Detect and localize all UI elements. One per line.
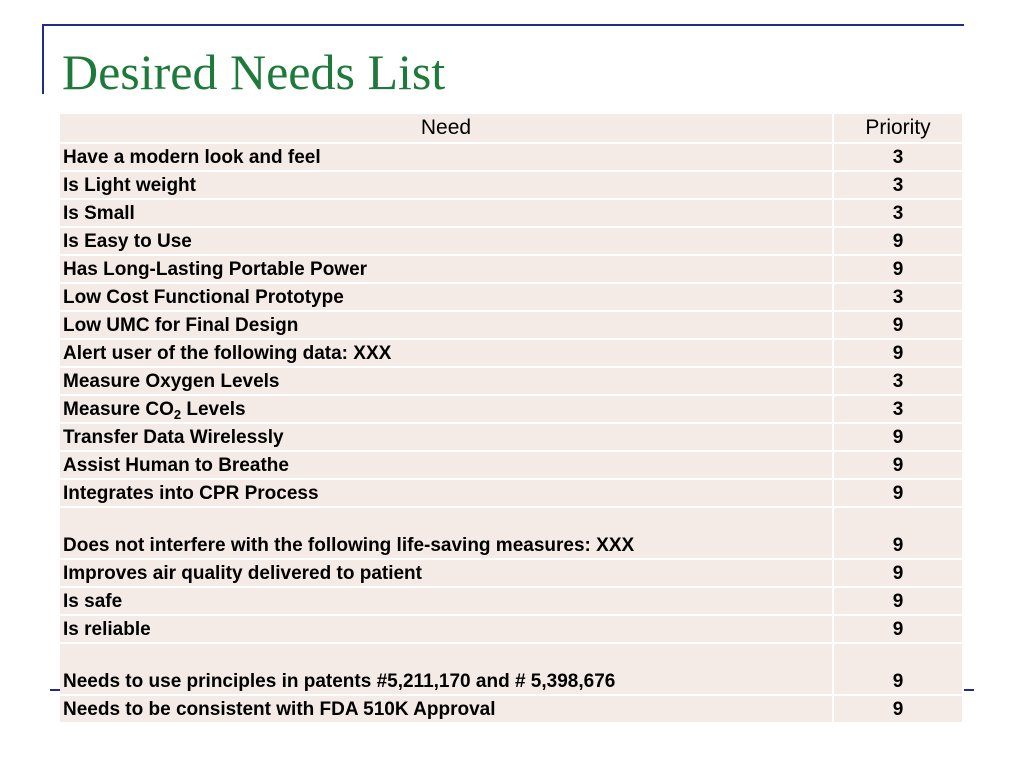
need-cell: Transfer Data Wirelessly	[60, 424, 832, 450]
table-row	[60, 396, 962, 422]
table-header-row	[60, 114, 962, 142]
priority-cell: 9	[834, 228, 962, 254]
need-cell: Is Light weight	[60, 172, 832, 198]
need-cell: Integrates into CPR Process	[60, 480, 832, 506]
need-cell: Low Cost Functional Prototype	[60, 284, 832, 310]
need-cell: Low UMC for Final Design	[60, 312, 832, 338]
need-text-prefix: Measure CO	[63, 399, 174, 420]
priority-cell: 9	[834, 312, 962, 338]
column-header-priority: Priority	[834, 114, 962, 142]
priority-cell: 3	[834, 368, 962, 394]
table-row	[60, 368, 962, 394]
table-row	[60, 424, 962, 450]
priority-cell: 3	[834, 172, 962, 198]
priority-cell: 9	[834, 256, 962, 282]
table-row	[60, 340, 962, 366]
priority-cell: 3	[834, 284, 962, 310]
table-row	[60, 172, 962, 198]
table-row	[60, 256, 962, 282]
need-text-suffix: Levels	[181, 399, 246, 420]
need-cell: Has Long-Lasting Portable Power	[60, 256, 832, 282]
table-row	[60, 228, 962, 254]
priority-cell: 9	[834, 616, 962, 642]
table-row	[60, 144, 962, 170]
priority-cell: 9	[834, 424, 962, 450]
need-cell: Needs to use principles in patents #5,211,170 and # 5,398,676	[60, 644, 832, 694]
priority-cell: 9	[834, 696, 962, 722]
table-row	[60, 644, 962, 694]
slide-frame-left-rule	[42, 24, 44, 94]
table-row	[60, 200, 962, 226]
table-row	[60, 508, 962, 558]
table-row	[60, 560, 962, 586]
need-cell: Is Small	[60, 200, 832, 226]
priority-cell: 3	[834, 396, 962, 422]
slide-frame-mark-right	[964, 689, 974, 691]
slide-frame-top-rule	[42, 24, 964, 26]
priority-cell: 3	[834, 200, 962, 226]
need-cell: Does not interfere with the following life-saving measures: XXX	[60, 508, 832, 558]
table-row	[60, 616, 962, 642]
needs-table	[58, 112, 964, 724]
priority-cell: 9	[834, 588, 962, 614]
column-header-need: Need	[60, 114, 832, 142]
need-cell: Alert user of the following data: XXX	[60, 340, 832, 366]
table-row	[60, 452, 962, 478]
need-cell: Is reliable	[60, 616, 832, 642]
priority-cell: 9	[834, 644, 962, 694]
need-cell: Is safe	[60, 588, 832, 614]
need-cell: Is Easy to Use	[60, 228, 832, 254]
need-cell: Needs to be consistent with FDA 510K Approval	[60, 696, 832, 722]
need-cell: Have a modern look and feel	[60, 144, 832, 170]
priority-cell: 9	[834, 340, 962, 366]
need-cell: Assist Human to Breathe	[60, 452, 832, 478]
priority-cell: 9	[834, 508, 962, 558]
page-title: Desired Needs List	[62, 44, 446, 100]
priority-cell: 3	[834, 144, 962, 170]
table-row	[60, 312, 962, 338]
table-row	[60, 588, 962, 614]
priority-cell: 9	[834, 480, 962, 506]
table-row	[60, 480, 962, 506]
need-cell: Measure Oxygen Levels	[60, 368, 832, 394]
need-cell	[60, 396, 832, 422]
table-row	[60, 696, 962, 722]
table-row	[60, 284, 962, 310]
priority-cell: 9	[834, 452, 962, 478]
need-cell: Improves air quality delivered to patient	[60, 560, 832, 586]
priority-cell: 9	[834, 560, 962, 586]
subscript-2: 2	[173, 407, 182, 422]
